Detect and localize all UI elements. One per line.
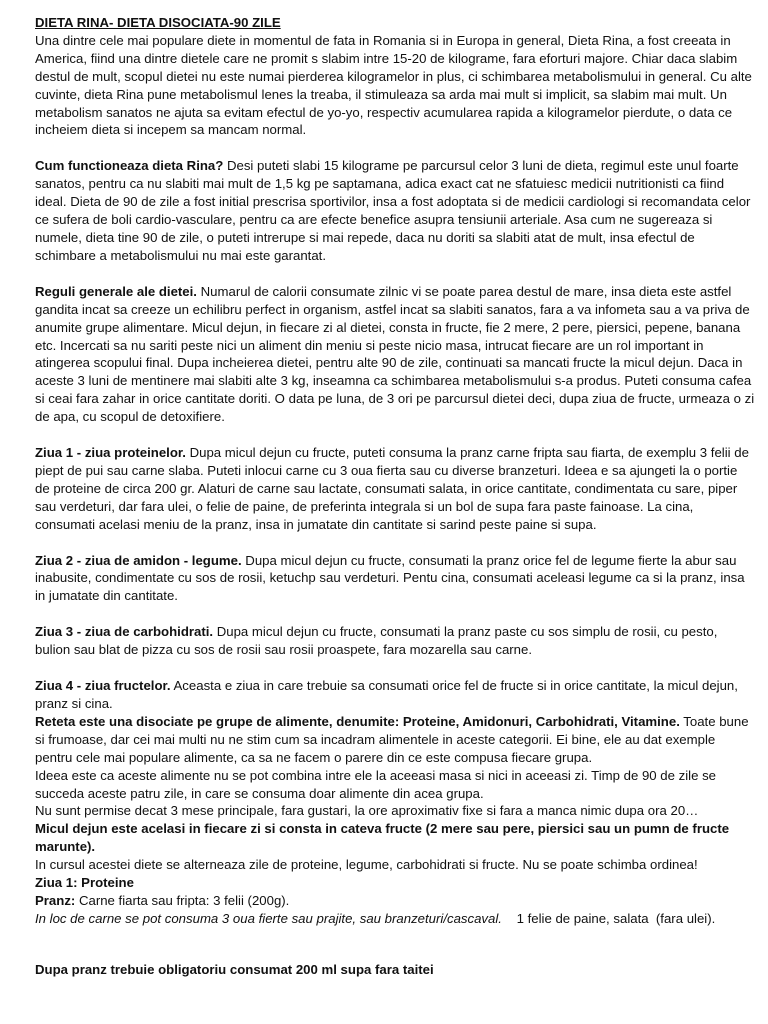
- section-text: Dupa micul dejun cu fructe, consumati la pranz paste cu sos simplu de rosii, cu pesto, bulion sau blat de pizza cu sos de rosii sau rosii proaspete, fara mozarella sau carne.: [35, 624, 718, 658]
- section-text: Aceasta e ziua in care trebuie sa consumati orice fel de fructe si in orice cantitate, la micul dejun, pranz si cina.: [35, 678, 738, 711]
- section-heading: Ziua 1 - ziua proteinelor.: [35, 445, 186, 461]
- bottom-bold-line: Dupa pranz trebuie obligatoriu consumat 200 ml supa fara taitei: [35, 961, 434, 977]
- document-body: [35, 14, 755, 979]
- section-text: Numarul de calorii consumate zilnic vi se poate parea destul de mare, insa dieta este astfel gandita incat sa creeze un echilibru perfect in organism, astfel incat sa slabiti sanatos, fara a va infometa sau a va priva de anumite grupe alimentare. Micul dejun, in fiecare zi al dietei, consta in fructe, fie 2 mere, 2 pere, piersici, pepene, banana etc. Incercati sa nu sariti peste nici un aliment din meniu si peste nicio masa, intrucat fiecare are un rol important in atingerea scopului final. Dupa incheierea dietei, pentru alte 90 de zile, continuati sa mancati fructe la micul dejun. Daca in aceste 3 luni de mentinere mai slabiti alte 3 kg, inseamna ca schimbarea metabolismului s-a produs. Puteti consuma cafea si ceai fara zahar in orice cantitate doriti. O data pe luna, de 3 ori pe parcursul dietei deci, dupa ziua de fructe, urmeaza o zi de apa, cu scopul de detoxifiere.: [35, 283, 755, 425]
- section-general-rules: [35, 283, 755, 426]
- pranz-text: Carne fiarta sau fripta: 3 felii (200g).: [75, 892, 290, 908]
- spacer: [35, 426, 755, 444]
- section-heading: Ziua 3 - ziua de carbohidrati.: [35, 624, 214, 640]
- section-day-2: [35, 552, 755, 606]
- after-italic-text: 1 felie de paine, salata (fara ulei).: [501, 910, 716, 926]
- reteta-text: Toate bune si frumoase, dar cei mai multi nu ne stim cum sa incadram alimentele in aceste categorii. Ei bine, ele au dat exemple pentru cele mai populare alimente, ca sa ne facem o parere din ce este compusa fiecare grupa.: [35, 713, 749, 765]
- italic-text: In loc de carne se pot consuma 3 oua fierte sau prajite, sau branzeturi/cascaval.: [35, 910, 502, 926]
- section-day-3: [35, 623, 755, 659]
- reteta-paragraph: [35, 713, 755, 767]
- document-title: DIETA RINA- DIETA DISOCIATA-90 ZILE: [35, 15, 281, 30]
- section-text: Dupa micul dejun cu fructe, puteti consuma la pranz carne fripta sau fiarta, de exemplu 3 felii de piept de pui sau carne slaba. Puteti inlocui carne cu 3 oua fierta sau cu diverse branzeturi. Ideea e sa ajungeti la o portie de proteine de circa 200 gr. Alaturi de carne sau lactate, consumati salata, in orice cantitate, condimentata cu sare, piper sau verdeturi, dar fara ulei, o felie de paine, de preferinta integrala si un bol de supa fara paste fainoase. La cina, consumati acelasi meniu de la pranz, insa in jumatate din cantitate si sarind peste paine si supa.: [35, 445, 749, 532]
- section-day-1: [35, 444, 755, 534]
- spacer: [35, 534, 755, 552]
- section-text: Desi puteti slabi 15 kilograme pe parcursul celor 3 luni de dieta, regimul este unul foarte sanatos, pentru ca nu slabiti mai mult de 1,5 kg pe saptamana, adica exact cat ne sfatuiesc medicii nutritionisti ca fiind ideal. Dieta de 90 de zile a fost initial prescrisa sportivilor, insa a fost adoptata si de medicii cardiologi si recomandata celor ce sufera de boli cardio-vasculare, pentru ca are efecte benefice asupra tensiunii arteriale. Asa cum ne sugereaza si numele, dieta tine 90 de zile, o puteti intrerupe si mai repede, daca nu doriti sa slabiti atat de mult, insa efectul de schimbare a metabolismului nu mai este garantat.: [35, 158, 751, 263]
- idea-paragraph: Ideea este ca aceste alimente nu se pot combina intre ele la aceeasi masa si nici in aceeasi zi. Timp de 90 de zile se succeda aceste patru zile, in care se consuma doar alimente din acea grupa.: [35, 767, 716, 801]
- section-day-4: [35, 677, 755, 713]
- pranz-line: [35, 892, 755, 910]
- spacer: [35, 928, 755, 961]
- section-text: Dupa micul dejun cu fructe, consumati la pranz orice fel de legume fierte la abur sau inabusite, condimentate cu sos de rosii, ketuchp sau verdeturi. Pentu cina, consumati aceleasi legume ca si la pranz, insa in jumatate din cantitate.: [35, 552, 745, 604]
- breakfast-paragraph: Micul dejun este acelasi in fiecare zi si consta in cateva fructe (2 mere sau pere, piersici sau un pumn de fructe marunte).: [35, 821, 730, 855]
- reteta-bold: Reteta este una disociate pe grupe de alimente, denumite: Proteine, Amidonuri, Carbohidrati, Vitamine.: [35, 713, 680, 729]
- intro-paragraph: Una dintre cele mai populare diete in momentul de fata in Romania si in Europa in general, Dieta Rina, a fost creeata in America, fiind una dintre dietele care ne promit s slabim intre 15-20 de kilograme, fara eforturi majore. Chiar daca slabim destul de mult, scopul dietei nu este numai pierderea kilogramelor in plus, ci schimbarea metabolismului in general. Cu alte cuvinte, dieta Rina pune metabolismul lenes la treaba, il stimuleaza sa arda mai mult si implicit, sa slabim mai mult. Un metabolism sanatos ne ajuta sa evitam efectul de yo-yo, respectiv acumularea rapida a kilogramelor pierdute, o data ce incheiem dieta si incepem sa mancam normal.: [35, 32, 752, 138]
- meals-paragraph: Nu sunt permise decat 3 mese principale, fara gustari, la ore aproximativ fixe si fara a manca nimic dupa ora 20…: [35, 803, 699, 819]
- spacer: [35, 265, 755, 283]
- alternate-paragraph: In cursul acestei diete se alterneaza zile de proteine, legume, carbohidrati si fructe. Nu se poate schimba ordinea!: [35, 857, 698, 873]
- spacer: [35, 139, 755, 157]
- section-heading: Ziua 4 - ziua fructelor.: [35, 678, 171, 694]
- section-how-it-works: [35, 157, 755, 264]
- section-heading: Ziua 2 - ziua de amidon - legume.: [35, 552, 242, 568]
- italic-line: [35, 910, 755, 928]
- spacer: [35, 605, 755, 623]
- pranz-label: Pranz:: [35, 892, 76, 908]
- spacer: [35, 659, 755, 677]
- section-heading: Reguli generale ale dietei.: [35, 283, 197, 299]
- day1-heading: Ziua 1: Proteine: [35, 875, 134, 891]
- section-heading: Cum functioneaza dieta Rina?: [35, 158, 224, 174]
